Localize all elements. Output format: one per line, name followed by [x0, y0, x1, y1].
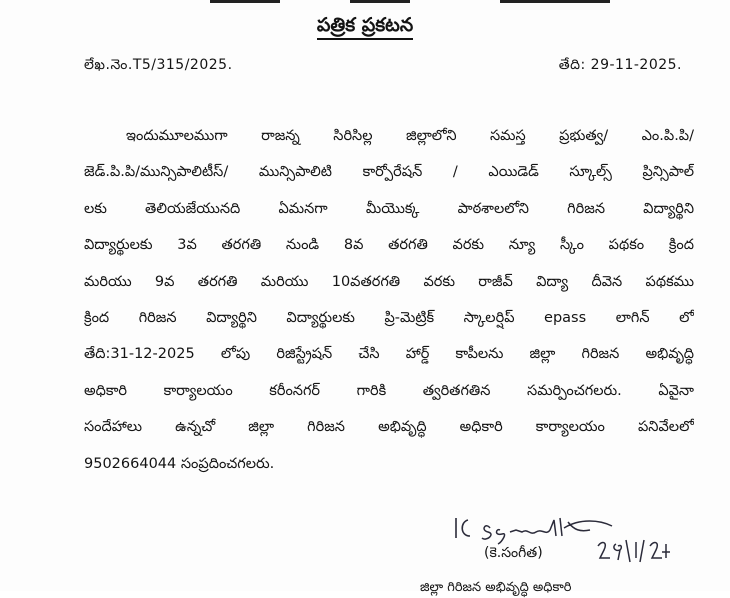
body-line: విద్యార్థులకు 3వ తరగతి నుండి 8వ తరగతి వరకు న్యూ స్కీం పథకం క్రింద — [84, 237, 694, 254]
body-line: తేది:31-12-2025 లోపు రిజిస్ట్రేషన్ చేసి హార్డ్ కాపీలను జిల్లా గిరిజన అభివృద్ధి — [84, 346, 694, 363]
document-date: తేది: 29-11-2025. — [558, 57, 682, 73]
document-title — [0, 14, 730, 41]
cut-off-letterhead-line — [200, 0, 620, 6]
body-line: జెడ్.పి.పి/మున్సిపాలిటీస్/ మున్సిపాలిటి కార్పోరేషన్ / ఎయిడెడ్ స్కూల్స్ ప్రిన్సిపాల్ — [84, 164, 694, 181]
body-line: ఇందుమూలముగా రాజన్న సిరిసిల్ల జిల్లాలోని సమస్త ప్రభుత్వ/ ఎం.పి.పి/ — [126, 128, 694, 144]
reference-number: లేఖ.నెం.T5/315/2025. — [84, 57, 233, 73]
body-line: సందేహాలు ఉన్నచో జిల్లా గిరిజన అభివృద్ధి అధికారి కార్యాలయం పనివేలలో — [84, 419, 694, 436]
document-body — [84, 118, 694, 482]
signatory-designation: జిల్లా గిరిజన అభివృద్ధి అధికారి — [420, 580, 572, 595]
handwritten-date — [594, 534, 674, 564]
body-line: క్రింద గిరిజన విద్యార్థిని విద్యార్థులకు ప్రి-మెట్రిక్ స్కాలర్షిప్ epass లాగిన్ లో — [84, 309, 694, 326]
body-line: అధికారి కార్యాలయం కరీంనగర్ గారికి త్వరితగతిన సమర్పించగలరు. ఏవైనా — [84, 382, 694, 399]
body-line: 9502664044 సంప్రదించగలరు. — [84, 455, 275, 472]
body-line: లకు తెలియజేయునది ఏమనగా మీయొక్క పాఠశాలలోని గిరిజన విద్యార్థిని — [84, 200, 694, 217]
document-title-text: పత్రిక ప్రకటన — [317, 14, 413, 40]
signatory-name: (కె.సంగీత) — [484, 545, 543, 561]
body-line: మరియు 9వ తరగతి మరియు 10వతరగతి వరకు రాజీవ్ విద్యా దీవెన పథకము — [84, 273, 694, 290]
